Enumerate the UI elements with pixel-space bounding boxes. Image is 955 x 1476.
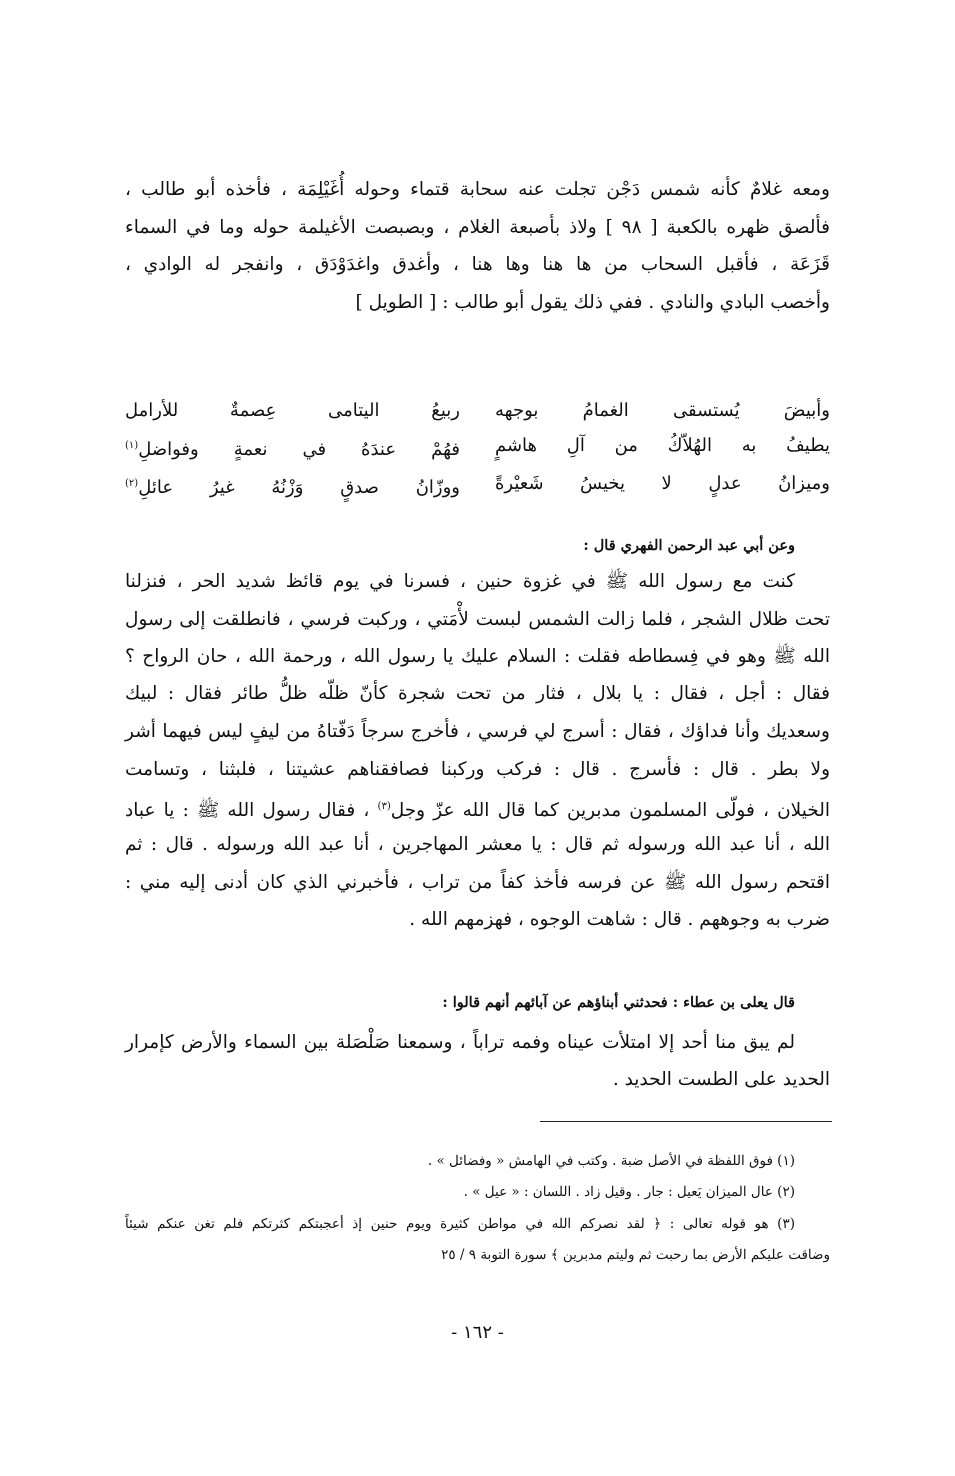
text-line: لم يبق منا أحد إلا امتلأت عيناه وفمه تراباً ، وسمعنا صَلْصَلة بين السماء والأرض كإمرار [125,1032,795,1053]
text-line: كنت مع رسول الله ﷺ في غزوة حنين ، فسرنا في يوم قائظ شديد الحر ، فنزلنا [125,571,795,592]
footnote-ref[interactable]: (٣) [377,801,391,812]
first-hemistich: وميزانُ عدلٍ لا يخيسُ شَعيْرةً [495,473,830,494]
second-hemistich [125,433,460,463]
text-line: وأخصب البادي والنادي . ففي ذلك يقول أبو طالب : [ الطويل ] [355,292,830,313]
text-line: الله ﷺ وهو في فِسطاطه فقلت : السلام عليك يا رسول الله ، ورحمة الله ، حان الرواح ؟ [125,646,830,667]
text-line: ضرب به وجوههم . قال : شاهت الوجوه ، فهزمهم الله . [409,909,830,930]
text-line: فألصق ظهره بالكعبة [ ٩٨ ] ولاذ بأصبعة الغلام ، وبصبصت الأغيلمة حوله وما في السماء [125,217,831,238]
text-line: الله ، أنا عبد الله ورسوله ثم قال : يا معشر المهاجرين ، أنا عبد الله ورسوله . قال : ثم [125,834,830,855]
footnote-ref[interactable]: (٢) [125,478,139,489]
footnote-ref[interactable]: (١) [125,440,139,451]
footnote: (٣) هو قوله تعالى : ﴿ لقد نصركم الله في مواطن كثيرة ويوم حنين إذ أعجبتكم كثرتكم فلم تغن عنكم شيئاً [125,1216,795,1232]
footnote-separator [540,1121,832,1122]
text-line [125,794,830,824]
first-hemistich: يطيفُ به الهُلاّكُ من آلِ هاشمٍ [495,435,830,456]
section-heading: وعن أبي عبد الرحمن الفهري قال : [583,537,795,554]
text-span: الخيلان ، فولّى المسلمون مدبرين كما قال الله عزّ وجل [390,800,831,822]
second-hemistich [125,398,460,424]
text-line: الحديد على الطست الحديد . [612,1069,830,1090]
second-hemistich [125,471,460,501]
hemistich-text: فهُمْ عندَهُ في نعمةٍ وفواضلِ [138,439,460,460]
footnote: (٢) عال الميزان يَعيل : جار . وقيل زاد . اللسان : « عيل » . [463,1184,795,1200]
text-line: ومعه غلامٌ كأنه شمس دَجْن تجلت عنه سحابة قتماء وحوله أُغَيْلِمَة ، فأخذه أبو طالب ، [125,179,830,200]
text-line: وسعديك وأنا فداؤك ، فقال : أسرج لي فرسي ، فأخرج سرجاً دَفّتاهُ من ليفٍ ليس فيهما أشر [125,721,830,742]
footnote: (١) فوق اللفظة في الأصل ضبة . وكتب في الهامش « وفضائل » . [427,1153,795,1169]
text-span: ، فقال رسول الله ﷺ : يا عباد [125,800,370,822]
hemistich-text: ووزّانُ صدقٍ وَزْنُهُ غيرُ عائلِ [138,477,460,498]
text-line: تحت ظلال الشجر ، فلما زالت الشمس لبست لأْمَتي ، وركبت فرسي ، فانطلقت إلى رسول [125,609,830,630]
text-line: اقتحم رسول الله ﷺ عن فرسه فأخذ كفاً من تراب ، فأخبرني الذي كان أدنى إليه مني : [125,872,830,893]
text-line: قَزَعَة ، فأقبل السحاب من ها هنا وها هنا ، وأغدق واغدَوْدَق ، وانفجر له الوادي ، [125,254,830,275]
footnote: وضاقت عليكم الأرض بما رحبت ثم وليتم مدبرين ﴾ سورة التوبة ٩ / ٢٥ [441,1247,830,1263]
first-hemistich: وأبيضَ يُستسقى الغمامُ بوجهه [495,400,830,421]
hemistich-text: ربيعُ اليتامى عِصمةٌ للأرامل [125,400,460,421]
page-number: - ١٦٢ - [451,1322,504,1343]
section-heading: قال يعلى بن عطاء : فحدثني أبناؤهم عن آبائهم أنهم قالوا : [442,994,795,1011]
text-line: ولا بطر . قال : فأسرج . قال : فركب وركبنا فصافقناهم عشيتنا ، فلبثنا ، وتسامت [125,759,830,780]
text-line: فقال : أجل ، فقال : يا بلال ، فثار من تحت شجرة كأنّ ظلّه ظلُّ طائر فقال : لبيك [125,683,830,704]
